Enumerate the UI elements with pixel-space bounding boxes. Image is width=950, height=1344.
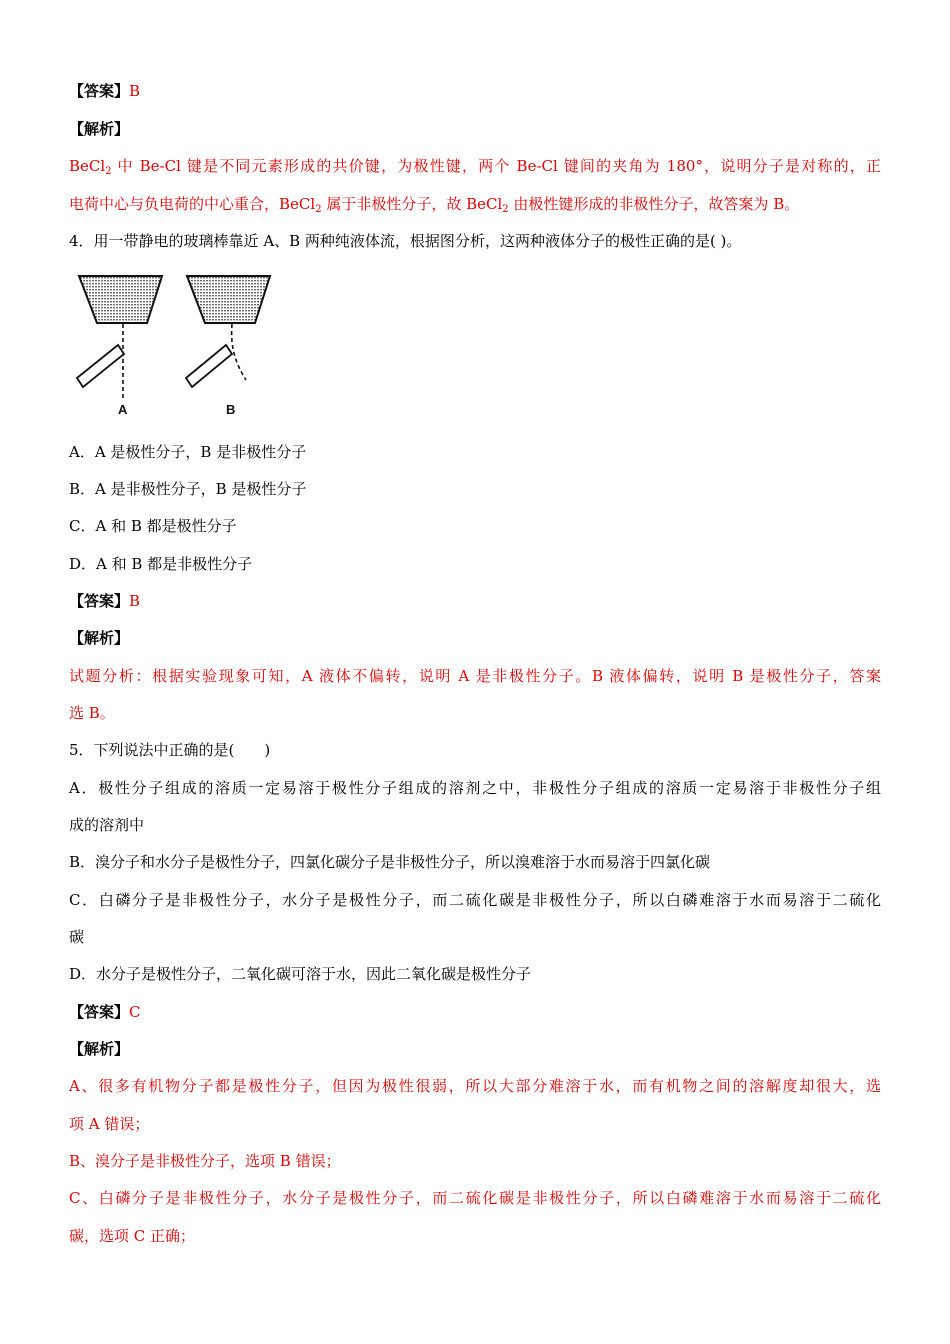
answer-label: 【答案】 (69, 1003, 130, 1021)
q5-analysis-label: 【解析】 (69, 1040, 130, 1058)
q5-option-c-line-2: 碳 (69, 928, 85, 946)
answer-value: C (129, 1003, 141, 1021)
q5-analysis-b: B、溴分子是非极性分子，选项 B 错误； (69, 1152, 341, 1170)
q4-analysis-line-2: 选 B。 (69, 704, 115, 722)
q5-answer (69, 1002, 141, 1022)
q5-stem: 5．下列说法中正确的是( ) (69, 741, 271, 759)
glass-rod-a (77, 345, 124, 387)
q4-option-c: C．A 和 B 都是极性分子 (69, 517, 237, 535)
answer-label: 【答案】 (69, 592, 130, 610)
figure-label-a: A (118, 402, 128, 417)
q4-answer (69, 591, 140, 611)
q4-option-b: B．A 是非极性分子，B 是极性分子 (69, 480, 307, 498)
q5-option-c-line-1: C．白磷分子是非极性分子，水分子是极性分子，而二硫化碳是非极性分子，所以白磷难溶于水而易溶于二硫化 (69, 891, 881, 909)
q4-option-a: A．A 是极性分子，B 是非极性分子 (69, 443, 307, 461)
q5-option-d: D．水分子是极性分子，二氧化碳可溶于水，因此二氧化碳是极性分子 (69, 965, 532, 983)
q5-analysis-c-line-2: 碳，选项 C 正确； (69, 1227, 196, 1245)
q5-option-b: B．溴分子和水分子是极性分子，四氯化碳分子是非极性分子，所以溴难溶于水而易溶于四氯化碳 (69, 853, 711, 871)
answer-value: B (129, 82, 141, 100)
q3-answer (69, 81, 140, 101)
q5-analysis-a-line-1: A、很多有机物分子都是极性分子，但因为极性很弱，所以大部分难溶于水，而有机物之间的溶解度却很大，选 (69, 1077, 881, 1095)
liquid-stream-figure (74, 268, 274, 423)
q4-option-d: D．A 和 B 都是非极性分子 (69, 555, 253, 573)
figure-label-b: B (226, 402, 236, 417)
q4-analysis-line-1: 试题分析：根据实验现象可知，A 液体不偏转，说明 A 是非极性分子。B 液体偏转，说明 B 是极性分子，答案 (69, 667, 881, 685)
q5-option-a-line-1: A．极性分子组成的溶质一定易溶于极性分子组成的溶剂之中，非极性分子组成的溶质一定易溶于非极性分子组 (69, 779, 881, 797)
q3-analysis-line-1: BeCl$_2$ 中 Be-Cl 键是不同元素形成的共价键，为极性键，两个 Be-Cl 键间的夹角为 180°，说明分子是对称的，正 (69, 157, 881, 177)
q5-analysis-a-line-2: 项 A 错误； (69, 1115, 150, 1133)
q5-option-a-line-2: 成的溶剂中 (69, 816, 145, 834)
q3-analysis-line-2: 电荷中心与负电荷的中心重合，BeCl$_2$ 属于非极性分子，故 BeCl$_2$ 由极性键形成的非极性分子，故答案为 B。 (69, 195, 800, 215)
answer-value: B (129, 592, 141, 610)
q4-stem: 4．用一带静电的玻璃棒靠近 A、B 两种纯液体流，根据图分析，这两种液体分子的极性正确的是( )。 (69, 232, 742, 250)
answer-label: 【答案】 (69, 82, 130, 100)
q4-analysis-label: 【解析】 (69, 629, 130, 647)
funnel-a (79, 276, 162, 323)
funnel-b (187, 276, 270, 323)
q5-analysis-c-line-1: C、白磷分子是非极性分子，水分子是极性分子，而二硫化碳是非极性分子，所以白磷难溶于水而易溶于二硫化 (69, 1189, 881, 1207)
q3-analysis-label: 【解析】 (69, 120, 130, 138)
glass-rod-b (186, 345, 232, 387)
stream-b (232, 324, 246, 380)
